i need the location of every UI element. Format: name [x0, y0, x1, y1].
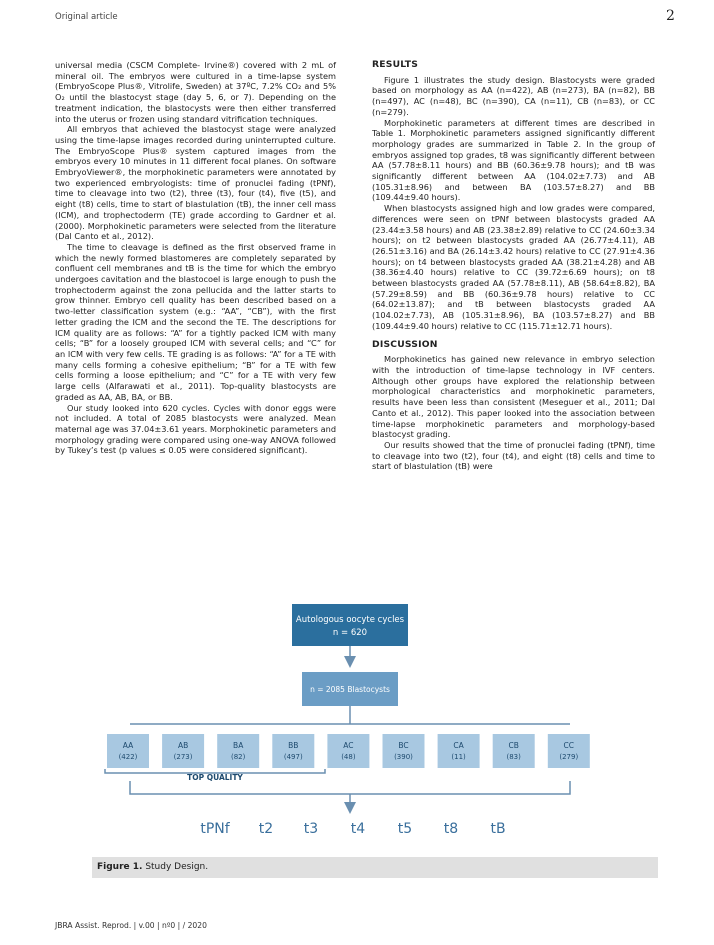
bottom-brace	[130, 781, 570, 794]
paragraph: universal media (CSCM Complete- Irvine®) covered with 2 mL of mineral oil. The embryos were cultured in a time-lapse system (EmbryoScope Plus®, Vitrolife, Sweden) at 37ºC, 7.2% CO₂ and 5% O₂ until the blastocyst stage (day 5, 6, or 7). Depending on the treatment indication, the blastocysts were then either transferred into the uterus or frozen using standard vitrification techniques.	[55, 60, 336, 124]
page-number: 2	[666, 8, 675, 24]
grade-box	[548, 734, 590, 768]
cycles-box	[292, 604, 408, 646]
figure-caption-number: Figure 1.	[97, 862, 143, 872]
grade-row	[107, 734, 590, 768]
paragraph: Our results showed that the time of pronuclei fading (tPNf), time to cleavage into two (t2), four (t4), and eight (t8) cells and time to start of blastulation (tB) were	[372, 439, 655, 472]
grade-label: CA	[453, 741, 464, 750]
grade-box	[107, 734, 149, 768]
grade-box	[272, 734, 314, 768]
grade-label: AA	[122, 741, 134, 750]
parameter-label: tB	[490, 821, 506, 837]
paragraph: Figure 1 illustrates the study design. Blastocysts were graded based on morphology as AA (n=422), AB (n=273), BA (n=82), BB (n=497), AC (n=48), BC (n=390), CA (n=11), CB (n=83), or CC (n=279).	[372, 74, 655, 117]
results-heading: RESULTS	[372, 59, 419, 70]
figure-caption-text: Study Design.	[142, 862, 209, 872]
grade-count: (83)	[506, 753, 521, 761]
parameter-label: t8	[443, 821, 459, 837]
study-design-figure	[85, 594, 660, 884]
cycles-box-line2: n = 620	[332, 628, 368, 638]
paragraph: All embryos that achieved the blastocyst stage were analyzed using the time-lapse images recorded during uninterrupted culture. The EmbryoScope Plus® system captured images from the embryos every 10 minutes in 11 different focal planes. On software EmbryoViewer®, the morphokinetic parameters were annotated by two experienced embryologists: time of pronuclei fading (tPNf), time to cleavage into two (t2), three (t3), four (t4), five (t5), and eight (t8) cells, time to start of blastulation (tB), the inner cell mass (ICM), and trophectoderm (TE) grade according to Gardner et al. (2000). Morphokinetic parameters were selected from the literature (Dal Canto et al., 2012).	[55, 124, 336, 242]
grade-box	[162, 734, 204, 768]
paragraph: Morphokinetic parameters at different times are described in Table 1. Morphokinetic parameters assigned significantly different morphology grades are summarized in Table 2. In the group of embryos assigned top grades, t8 was significantly different between AA (57.78±8.11 hours) and BB (60.36±9.78 hours); and tB was significantly different between AA (104.02±7.73) and AB (105.31±8.96) and between BA (103.57±8.27) and BB (109.44±9.40 hours).	[372, 117, 655, 203]
paragraph: The time to cleavage is defined as the first observed frame in which the newly formed blastomeres are completely separated by confluent cell membranes and tB is the time for which the embryo undergoes cavitation and the blastocoel is large enough to push the trophectoderm against the zona pellucida and the latter starts to grow thinner. Embryo cell quality has been described based on a two-letter classification system (e.g.: “AA”, “CB”), with the first letter grading the ICM and the second the TE. The descriptions for ICM quality are as follows: “A” for a tightly packed ICM with many cells; “B” for a loosely grouped ICM with several cells; and “C” for an ICM with very few cells. TE grading is as follows: “A” for a TE with many cells forming a cohesive epithelium; “B” for a TE with few cells forming a loose epithelium; and “C” for a TE with very few large cells (Alfarawati et al., 2011). Top-quality blastocysts are graded as AA, AB, BA, or BB.	[55, 241, 336, 402]
grade-label: CB	[508, 741, 519, 750]
paragraph: When blastocysts assigned high and low grades were compared, differences were seen on tPNf between blastocysts graded AA (23.44±3.58 hours) and AB (23.38±2.89) relative to CC (24.60±3.34 hours); on t2 between blastocysts graded AA (26.77±4.11), AB (26.51±3.16) and BA (26.14±3.42 hours) relative to CC (27.91±4.36 hours); on t4 between blastocysts graded AA (38.21±4.28) and AB (38.36±4.40 hours) relative to CC (39.72±6.69 hours); on t8 between blastocysts graded AA (57.78±8.11), AB (58.64±8.82), BA (57.29±8.59) and BB (60.36±9.78 hours) relative to CC (64.02±13.87); and tB between blastocysts graded AA (104.02±7.73), AB (105.31±8.96), BA (103.57±8.27) and BB (109.44±9.40 hours) relative to CC (115.71±12.71 hours).	[372, 203, 655, 331]
parameter-label: tPNf	[200, 821, 230, 837]
paragraph: Our study looked into 620 cycles. Cycles with donor eggs were not included. A total of 2085 blastocysts were analyzed. Mean maternal age was 37.04±3.61 years. Morphokinetic parameters and morphology grading were compared using one-way ANOVA followed by Tukey’s test (p values ≤ 0.05 were considered significant).	[55, 402, 337, 456]
parameter-label: t5	[397, 821, 413, 837]
grade-count: (279)	[559, 753, 579, 761]
right-column	[372, 60, 655, 472]
grade-count: (497)	[283, 753, 303, 761]
grade-box	[493, 734, 535, 768]
grade-count: (11)	[451, 753, 466, 761]
grade-count: (422)	[118, 753, 138, 761]
blastocysts-box-label: n = 2085 Blastocysts	[310, 685, 390, 694]
grade-label: AB	[177, 741, 189, 750]
grade-label: AC	[343, 741, 354, 750]
grade-label: BB	[288, 741, 299, 750]
left-column	[55, 60, 336, 456]
grade-count: (273)	[173, 753, 193, 761]
parameter-label: t4	[350, 821, 366, 837]
grade-box	[438, 734, 480, 768]
parameter-row	[200, 821, 505, 837]
footer-citation: JBRA Assist. Reprod. | v.00 | nº0 | / 2020	[55, 921, 207, 930]
grade-box	[217, 734, 259, 768]
section-label: Original article	[55, 12, 118, 22]
grade-count: (48)	[341, 753, 356, 761]
discussion-heading: DISCUSSION	[372, 338, 438, 350]
top-quality-label: TOP QUALITY	[187, 773, 243, 782]
grade-count: (390)	[394, 753, 413, 761]
figure-caption	[97, 862, 208, 872]
grade-box	[383, 734, 425, 768]
grade-label: BA	[233, 741, 244, 750]
parameter-label: t3	[303, 821, 319, 837]
paragraph: Morphokinetics has gained new relevance in embryo selection with the introduction of time-lapse technology in IVF centers. Although other groups have explored the relationship between morphological characteristics and morphokinetic parameters, results have been less than consistent (Meseguer et al., 2011; Dal Canto et al., 2012). This paper looked into the association between time-lapse morphokinetic parameters and morphology-based blastocyst grading.	[372, 354, 655, 440]
grade-box	[327, 734, 369, 768]
grade-label: CC	[563, 741, 575, 750]
study-design-diagram	[85, 594, 660, 854]
grade-count: (82)	[231, 753, 246, 761]
cycles-box-line1: Autologous oocyte cycles	[295, 615, 405, 625]
grade-label: BC	[398, 741, 409, 750]
parameter-label: t2	[258, 821, 274, 837]
